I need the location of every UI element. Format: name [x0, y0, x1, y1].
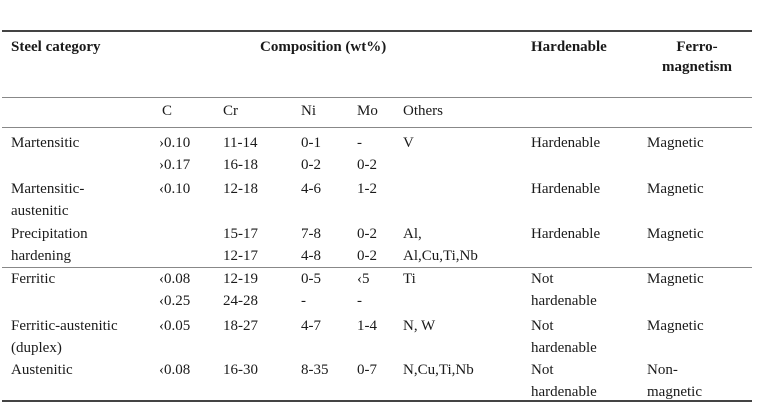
cell-c: ›0.17: [159, 157, 191, 173]
cell-category: Ferritic: [11, 271, 56, 287]
cell-c: ‹0.25: [159, 293, 191, 309]
cell-hardenable: hardenable: [531, 384, 597, 400]
bottom-rule: [2, 400, 752, 402]
cell-hardenable: Hardenable: [531, 226, 601, 242]
cell-ni: 0-1: [301, 135, 321, 151]
cell-hardenable: Not: [531, 318, 554, 334]
cell-ni: 7-8: [301, 226, 321, 242]
header-composition: Composition (wt%): [260, 39, 387, 55]
cell-mo: 0-7: [357, 362, 377, 378]
cell-ni: 8-35: [301, 362, 329, 378]
cell-mo: ‹5: [357, 271, 370, 287]
cell-category: Precipitation: [11, 226, 88, 242]
cell-cr: 18-27: [223, 318, 258, 334]
subheader-separator: [2, 127, 752, 128]
cell-category: Martensitic-: [11, 181, 85, 197]
cell-ni: 4-7: [301, 318, 321, 334]
cell-mo: -: [357, 135, 362, 151]
cell-ni: 0-5: [301, 271, 321, 287]
cell-others: Ti: [403, 271, 416, 287]
cell-cr: 12-19: [223, 271, 258, 287]
cell-mo: -: [357, 293, 362, 309]
cell-cr: 11-14: [223, 135, 258, 151]
cell-mo: 1-2: [357, 181, 377, 197]
subheader-mo: Mo: [357, 103, 378, 119]
header-separator: [2, 97, 752, 98]
cell-magnetism: Non-: [647, 362, 678, 378]
cell-others: N,Cu,Ti,Nb: [403, 362, 474, 378]
top-rule: [2, 30, 752, 32]
cell-cr: 12-17: [223, 248, 258, 264]
subheader-cr: Cr: [223, 103, 238, 119]
cell-c: ‹0.10: [159, 181, 191, 197]
cell-magnetism: Magnetic: [647, 271, 704, 287]
cell-hardenable: Hardenable: [531, 135, 601, 151]
cell-cr: 16-18: [223, 157, 258, 173]
header-steel-category: Steel category: [11, 39, 101, 55]
cell-cr: 16-30: [223, 362, 258, 378]
cell-category: Austenitic: [11, 362, 73, 378]
cell-ni: 0-2: [301, 157, 321, 173]
cell-hardenable: Hardenable: [531, 181, 601, 197]
cell-cr: 24-28: [223, 293, 258, 309]
cell-mo: 0-2: [357, 248, 377, 264]
subheader-others: Others: [403, 103, 443, 119]
cell-category: (duplex): [11, 340, 62, 356]
cell-category: Ferritic-austenitic: [11, 318, 118, 334]
cell-cr: 15-17: [223, 226, 258, 242]
cell-hardenable: hardenable: [531, 293, 597, 309]
cell-mo: 1-4: [357, 318, 377, 334]
cell-hardenable: hardenable: [531, 340, 597, 356]
cell-hardenable: Not: [531, 271, 554, 287]
header-ferromagnetism-line2: magnetism: [662, 59, 732, 75]
cell-ni: 4-6: [301, 181, 321, 197]
cell-category: hardening: [11, 248, 71, 264]
cell-others: Al,Cu,Ti,Nb: [403, 248, 478, 264]
cell-c: ›0.10: [159, 135, 191, 151]
cell-mo: 0-2: [357, 226, 377, 242]
cell-magnetism: Magnetic: [647, 226, 704, 242]
cell-c: ‹0.08: [159, 271, 191, 287]
cell-magnetism: Magnetic: [647, 318, 704, 334]
cell-ni: -: [301, 293, 306, 309]
cell-magnetism: Magnetic: [647, 181, 704, 197]
cell-mo: 0-2: [357, 157, 377, 173]
cell-category: Martensitic: [11, 135, 80, 151]
cell-hardenable: Not: [531, 362, 554, 378]
cell-others: V: [403, 135, 414, 151]
cell-category: austenitic: [11, 203, 69, 219]
cell-c: ‹0.08: [159, 362, 191, 378]
cell-others: Al,: [403, 226, 422, 242]
subheader-c: C: [162, 103, 173, 119]
subheader-ni: Ni: [301, 103, 316, 119]
header-ferromagnetism-line1: Ferro-: [676, 39, 718, 55]
group-separator: [2, 267, 752, 268]
cell-ni: 4-8: [301, 248, 321, 264]
cell-others: N, W: [403, 318, 436, 334]
cell-magnetism: Magnetic: [647, 135, 704, 151]
cell-c: ‹0.05: [159, 318, 191, 334]
cell-magnetism: magnetic: [647, 384, 702, 400]
header-hardenable: Hardenable: [531, 39, 607, 55]
cell-cr: 12-18: [223, 181, 258, 197]
